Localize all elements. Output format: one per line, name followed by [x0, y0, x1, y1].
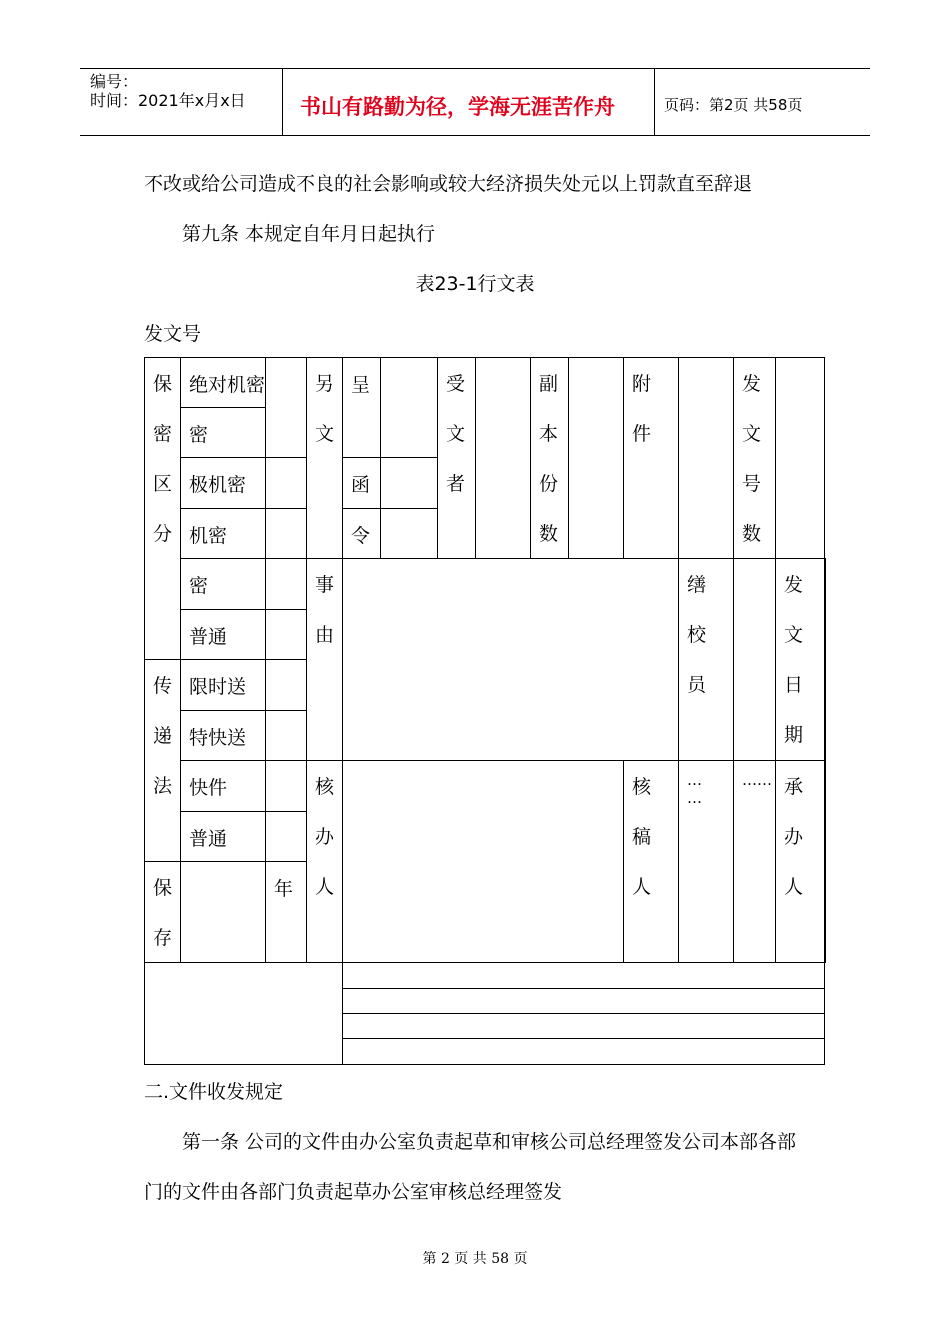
- recipient-value[interactable]: [476, 358, 531, 559]
- highly-secret-label: 极机密: [181, 458, 266, 509]
- normal-check-2[interactable]: [266, 812, 307, 862]
- submit-label: 呈: [343, 358, 381, 458]
- page-footer: 第 2 页 共 58 页: [422, 1251, 528, 1267]
- timed-delivery-label: 限时送: [181, 660, 266, 711]
- doc-count-value[interactable]: [776, 358, 825, 559]
- normal-label-1: 普通: [181, 610, 266, 660]
- paragraph-article-9: 第九条 本规定自年月日起执行: [182, 223, 436, 245]
- issue-date-cell: 发 文 日 期: [776, 559, 825, 761]
- serial-label: 编号：: [90, 72, 139, 91]
- paragraph-1: 不改或给公司造成不良的社会影响或较大经济损失处元以上罚款直至辞退: [144, 173, 753, 195]
- section-2-heading: 二.文件收发规定: [144, 1081, 284, 1103]
- time-label: 时间：2021年x月x日: [90, 91, 246, 110]
- timed-delivery-check[interactable]: [266, 660, 307, 711]
- section-2-article-1-line-1: 第一条 公司的文件由办公室负责起草和审核公司总经理签发公司本部各部: [182, 1131, 797, 1153]
- top-secret-label: 绝对机密: [181, 358, 266, 408]
- bottom-left-blank[interactable]: [145, 963, 343, 1065]
- express-delivery-check[interactable]: [266, 711, 307, 761]
- header-divider-right: [654, 68, 655, 136]
- bottom-row-1[interactable]: [343, 963, 825, 989]
- letter-label: 函: [343, 458, 381, 509]
- checker-value[interactable]: [343, 761, 624, 963]
- confidential-check[interactable]: [266, 559, 307, 610]
- year-label: 年: [266, 862, 307, 963]
- secret-check[interactable]: [266, 509, 307, 559]
- order-check[interactable]: [381, 509, 438, 559]
- fast-mail-check[interactable]: [266, 761, 307, 812]
- handler-value[interactable]: [825, 761, 826, 963]
- doc-number-label: 发文号: [144, 323, 202, 345]
- document-form-table: [144, 357, 826, 1065]
- copy-count-value[interactable]: [569, 358, 624, 559]
- draft-checker-value-dots[interactable]: … …: [679, 761, 734, 963]
- keep-value[interactable]: [181, 862, 266, 963]
- proofreader-cell: 缮 校 员: [679, 559, 734, 761]
- submit-check[interactable]: [381, 358, 438, 458]
- normal-label-2: 普通: [181, 812, 266, 862]
- express-delivery-label: 特快送: [181, 711, 266, 761]
- delivery-method-cell: 传 递 法: [145, 660, 181, 862]
- bottom-row-2[interactable]: [343, 989, 825, 1014]
- checker-cell: 核 办 人: [307, 761, 343, 963]
- extra-dots-cell[interactable]: ……: [734, 761, 776, 963]
- letter-check[interactable]: [381, 458, 438, 509]
- recipient-cell: 受 文 者: [438, 358, 476, 559]
- attachment-value[interactable]: [679, 358, 734, 559]
- top-secret-label-cont: 密: [181, 408, 266, 458]
- highly-secret-check[interactable]: [266, 458, 307, 509]
- normal-check-1[interactable]: [266, 610, 307, 660]
- reason-cell: 事 由: [307, 559, 343, 761]
- order-label: 令: [343, 509, 381, 559]
- section-2-article-1-line-2: 门的文件由各部门负责起草办公室审核总经理签发: [144, 1181, 563, 1203]
- top-secret-check[interactable]: [266, 358, 307, 458]
- header-page-info: 页码：第2页 共58页: [664, 96, 803, 114]
- reason-value[interactable]: [343, 559, 679, 761]
- draft-checker-cell: 核 稿 人: [624, 761, 679, 963]
- proofreader-value[interactable]: [734, 559, 776, 761]
- header-top-rule: [80, 68, 870, 69]
- bottom-row-4[interactable]: [343, 1039, 825, 1065]
- bottom-row-3[interactable]: [343, 1014, 825, 1039]
- header-motto: 书山有路勤为径，学海无涯苦作舟: [300, 94, 615, 119]
- fast-mail-label: 快件: [181, 761, 266, 812]
- copy-count-cell: 副 本 份 数: [531, 358, 569, 559]
- secret-label: 机密: [181, 509, 266, 559]
- confidential-label: 密: [181, 559, 266, 610]
- attachment-cell: 附 件: [624, 358, 679, 559]
- issue-date-value[interactable]: [825, 559, 826, 761]
- doc-count-cell: 发 文 号 数: [734, 358, 776, 559]
- secrecy-class-cell: 保 密 区 分: [145, 358, 181, 660]
- keep-cell: 保 存: [145, 862, 181, 963]
- handler-cell: 承 办 人: [776, 761, 825, 963]
- other-doc-cell: 另 文: [307, 358, 343, 559]
- table-title: 表23-1行文表: [415, 273, 535, 295]
- header-bottom-rule: [80, 135, 870, 136]
- header-divider-left: [282, 68, 283, 136]
